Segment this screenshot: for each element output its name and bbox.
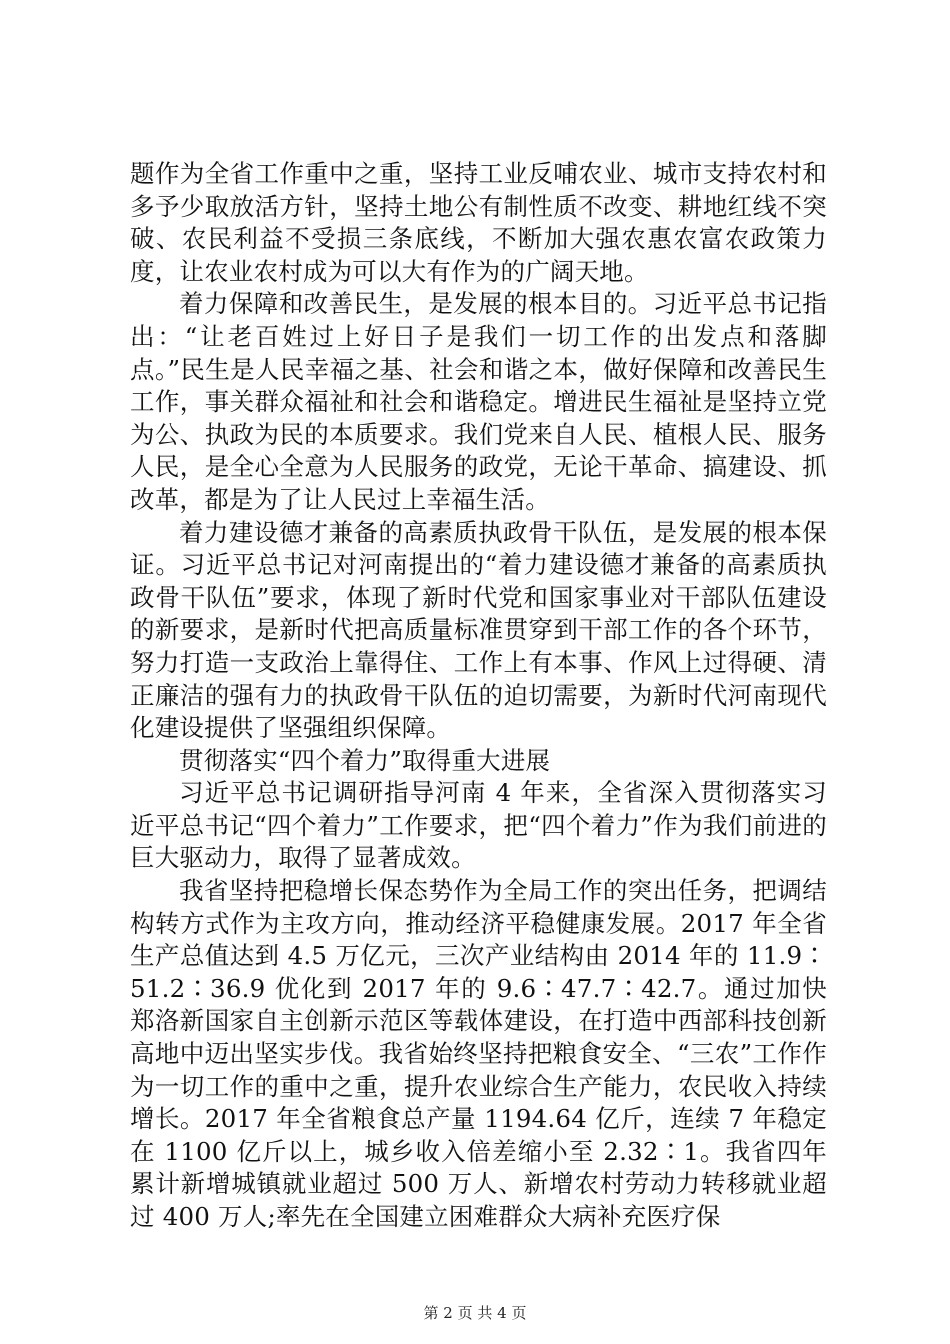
paragraph: 习近平总书记调研指导河南 4 年来，全省深入贯彻落实习近平总书记“四个着力”工作要求，把“四个着力”作为我们前进的巨大驱动力，取得了显著成效。 [130,778,827,873]
paragraph: 着力保障和改善民生，是发展的根本目的。习近平总书记指出：“让老百姓过上好日子是我们一切工作的出发点和落脚点。”民生是人民幸福之基、社会和谐之本，做好保障和改善民生工作，事关群众福祉和社会和谐稳定。增进民生福祉是坚持立党为公、执政为民的本质要求。我们党来自人民、植根人民、服务人民，是全心全意为人民服务的政党，无论干革命、搞建设、抓改革，都是为了让人民过上幸福生活。 [130,289,827,514]
paragraph: 题作为全省工作重中之重，坚持工业反哺农业、城市支持农村和多予少取放活方针，坚持土地公有制性质不改变、耕地红线不突破、农民利益不受损三条底线，不断加大强农惠农富农政策力度，让农业农村成为可以大有作为的广阔天地。 [130,159,827,286]
page-number-footer: 第 2 页 共 4 页 [423,1304,527,1322]
paragraph: 着力建设德才兼备的高素质执政骨干队伍，是发展的根本保证。习近平总书记对河南提出的“着力建设德才兼备的高素质执政骨干队伍”要求，体现了新时代党和国家事业对干部队伍建设的新要求，是新时代把高质量标准贯穿到干部工作的各个环节，努力打造一支政治上靠得住、工作上有本事、作风上过得硬、清正廉洁的强有力的执政骨干队伍的迫切需要，为新时代河南现代化建设提供了坚强组织保障。 [130,517,827,743]
paragraph: 我省坚持把稳增长保态势作为全局工作的突出任务，把调结构转方式作为主攻方向，推动经济平稳健康发展。2017 年全省生产总值达到 4.5 万亿元，三次产业结构由 2014 年的 11.9∶51.2∶36.9 优化到 2017 年的 9.6∶47.7∶42.7。通过加快郑洛新国家自主创新示范区等载体建设，在打造中西部科技创新高地中迈出坚实步伐。我省始终坚持把粮食安全、“三农”工作作为一切工作的重中之重，提升农业综合生产能力，农民收入持续增长。2017 年全省粮食总产量 1194.64 亿斤，连续 7 年稳定在 1100 亿斤以上，城乡收入倍差缩小至 2.32∶1。我省四年累计新增城镇就业超过 500 万人、新增农村劳动力转移就业超过 400 万人;率先在全国建立困难群众大病补充医疗保 [130,876,827,1231]
section-heading: 贯彻落实“四个着力”取得重大进展 [179,745,551,775]
document-body [130,158,827,1234]
